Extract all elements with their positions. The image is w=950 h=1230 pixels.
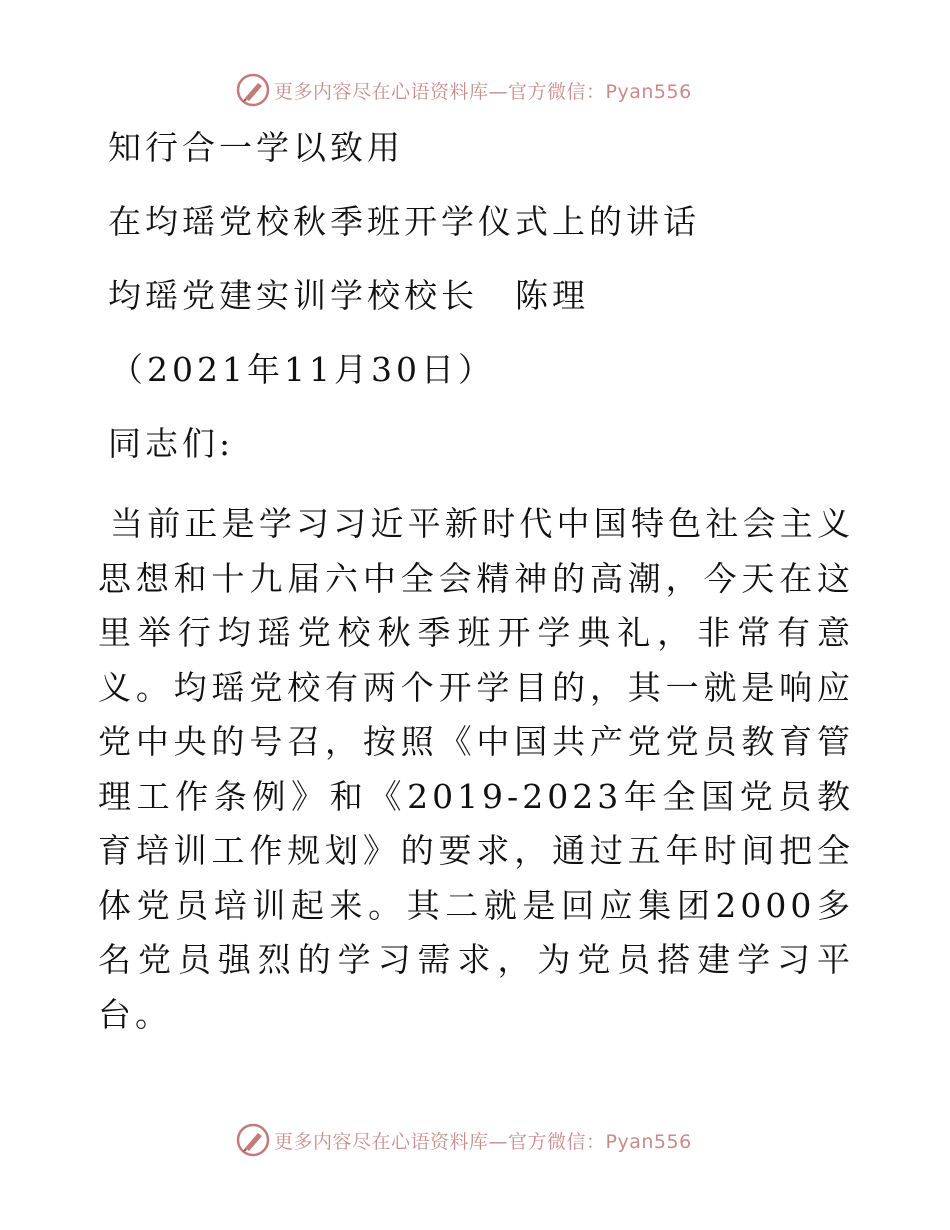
- document-author: 均瑶党建实训学校校长 陈理: [108, 276, 589, 315]
- pen-logo-icon: [236, 1123, 270, 1157]
- watermark-text: 更多内容尽在心语资料库—官方微信：Pyan556: [274, 80, 692, 103]
- footer-watermark: [236, 1122, 692, 1158]
- body-paragraph: 当前正是学习习近平新时代中国特色社会主义思想和十九届六中全会精神的高潮，今天在这里举行均瑶党校秋季班开学典礼，非常有意义。均瑶党校有两个开学目的，其一就是响应党中央的号召，按照《中国共产党党员教育管理工作条例》和《2019-2023年全国党员教育培训工作规划》的要求，通过五年时间把全体党员培训起来。其二就是回应集团2000多名党员强烈的学习需求，为党员搭建学习平台。: [98, 504, 854, 1034]
- document-title: 知行合一学以致用: [108, 128, 404, 167]
- watermark-text: 更多内容尽在心语资料库—官方微信：Pyan556: [274, 1130, 692, 1153]
- header-watermark: [236, 72, 692, 108]
- document-date: （2021年11月30日）: [110, 350, 495, 389]
- document-salutation: 同志们:: [108, 424, 235, 463]
- document-subtitle: 在均瑶党校秋季班开学仪式上的讲话: [108, 202, 700, 241]
- pen-logo-icon: [236, 73, 270, 107]
